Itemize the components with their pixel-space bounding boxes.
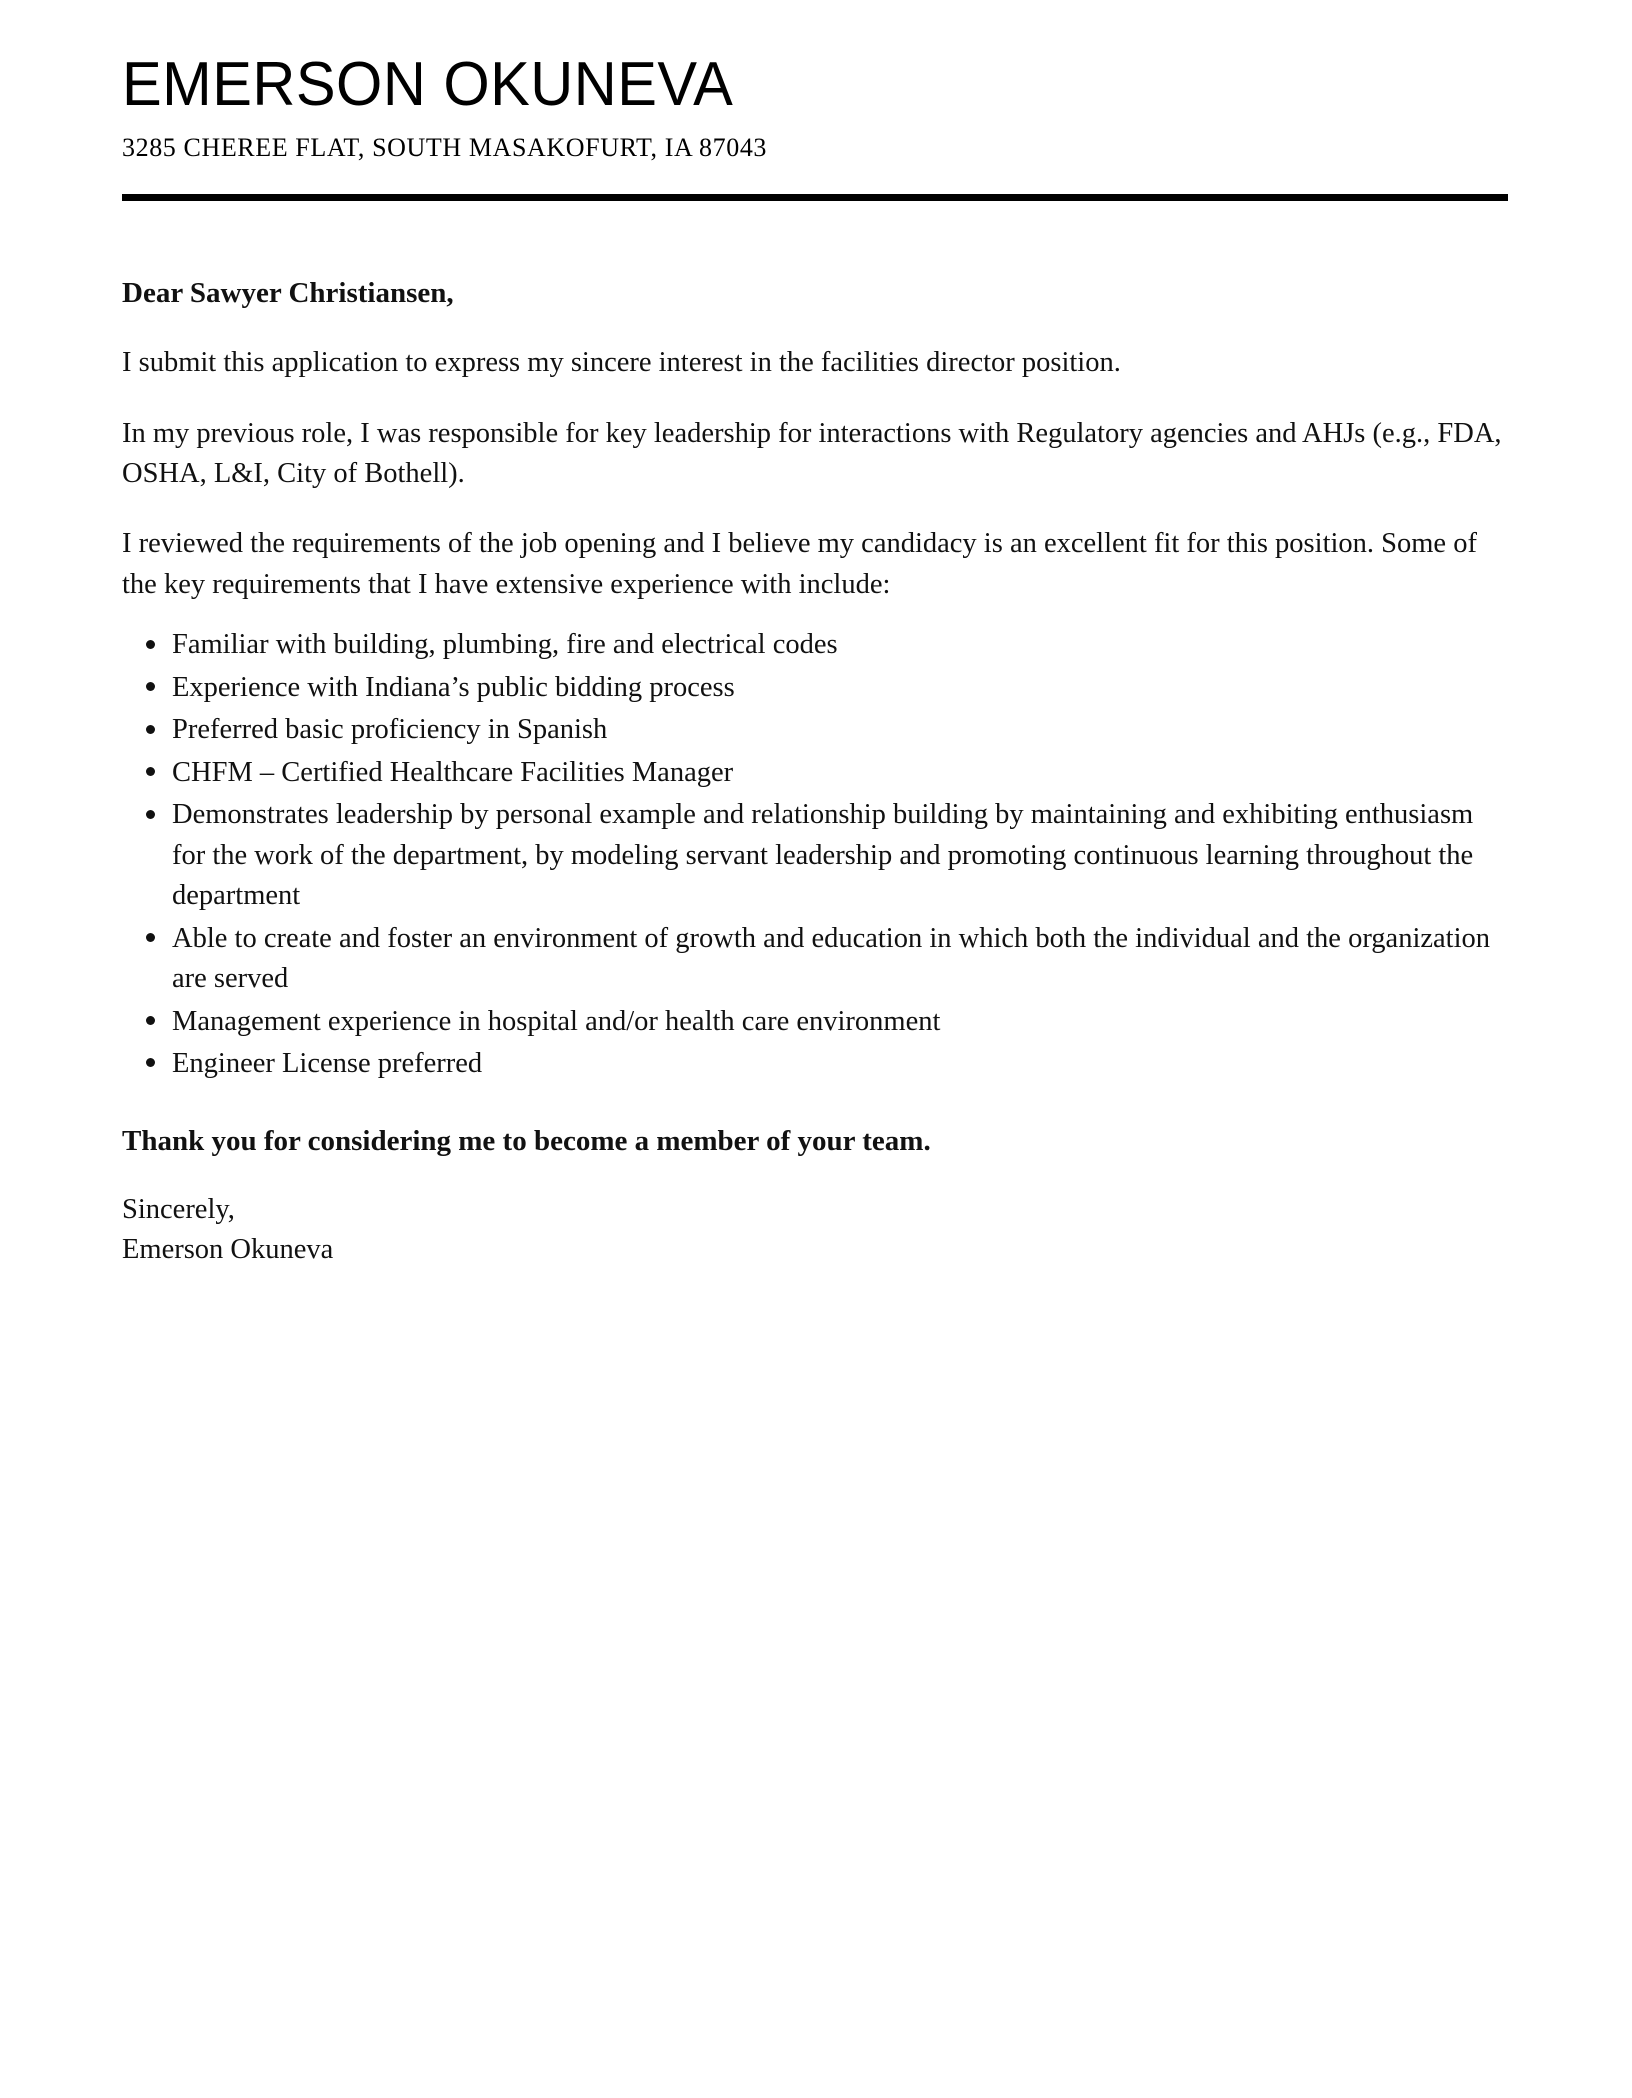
closing-statement: Thank you for considering me to become a member of your team. (122, 1124, 931, 1157)
salutation: Dear Sawyer Christiansen, (122, 276, 454, 309)
list-item (122, 919, 1510, 1000)
signature-block (122, 1190, 1510, 1271)
list-item (122, 753, 1510, 793)
bullet-icon (146, 1016, 155, 1025)
list-item-text: Management experience in hospital and/or health care environment (172, 1005, 941, 1037)
paragraph-experience: In my previous role, I was responsible for key leadership for interactions with Regulatory agencies and AHJs (e.g., FDA, OSHA, L&I, City of Bothell). (122, 417, 1502, 490)
list-item (122, 795, 1510, 916)
header-divider (122, 194, 1508, 201)
requirements-list (122, 625, 1510, 1084)
list-item (122, 710, 1510, 750)
letter-body (122, 201, 1510, 1271)
letterhead (122, 0, 1510, 201)
paragraph-requirements-intro: I reviewed the requirements of the job opening and I believe my candidacy is an excellent fit for this position. Some of the key requirements that I have extensive experience with include: (122, 528, 1477, 600)
list-item-text: Preferred basic proficiency in Spanish (172, 714, 608, 746)
list-item (122, 625, 1510, 665)
list-item (122, 668, 1510, 708)
list-item-text: Demonstrates leadership by personal example and relationship building by maintaining and exhibiting enthusiasm for the work of the department, by modeling servant leadership and promoting continuous learning throughout the department (172, 799, 1474, 912)
bullet-icon (146, 640, 155, 649)
signature-name: Emerson Okuneva (122, 1234, 334, 1266)
list-item-text: Familiar with building, plumbing, fire and electrical codes (172, 629, 838, 661)
bullet-icon (146, 725, 155, 734)
bullet-icon (146, 767, 155, 776)
list-item (122, 1002, 1510, 1042)
page-title: EMERSON OKUNEVA (122, 50, 734, 119)
list-item-text: Able to create and foster an environment of growth and education in which both the individual and the organization are served (172, 922, 1490, 995)
letter-content-area (122, 0, 1510, 1271)
list-item-text: CHFM – Certified Healthcare Facilities Manager (172, 756, 734, 788)
valediction: Sincerely, (122, 1193, 235, 1225)
bullet-icon (146, 933, 155, 942)
bullet-icon (146, 1058, 155, 1067)
bullet-icon (146, 810, 155, 819)
list-item (122, 1044, 1510, 1084)
list-item-text: Engineer License preferred (172, 1048, 483, 1080)
paragraph-intro: I submit this application to express my sincere interest in the facilities director position. (122, 347, 1121, 379)
candidate-address: 3285 CHEREE FLAT, SOUTH MASAKOFURT, IA 87043 (122, 132, 768, 162)
list-item-text: Experience with Indiana’s public bidding process (172, 671, 735, 703)
bullet-icon (146, 682, 155, 691)
